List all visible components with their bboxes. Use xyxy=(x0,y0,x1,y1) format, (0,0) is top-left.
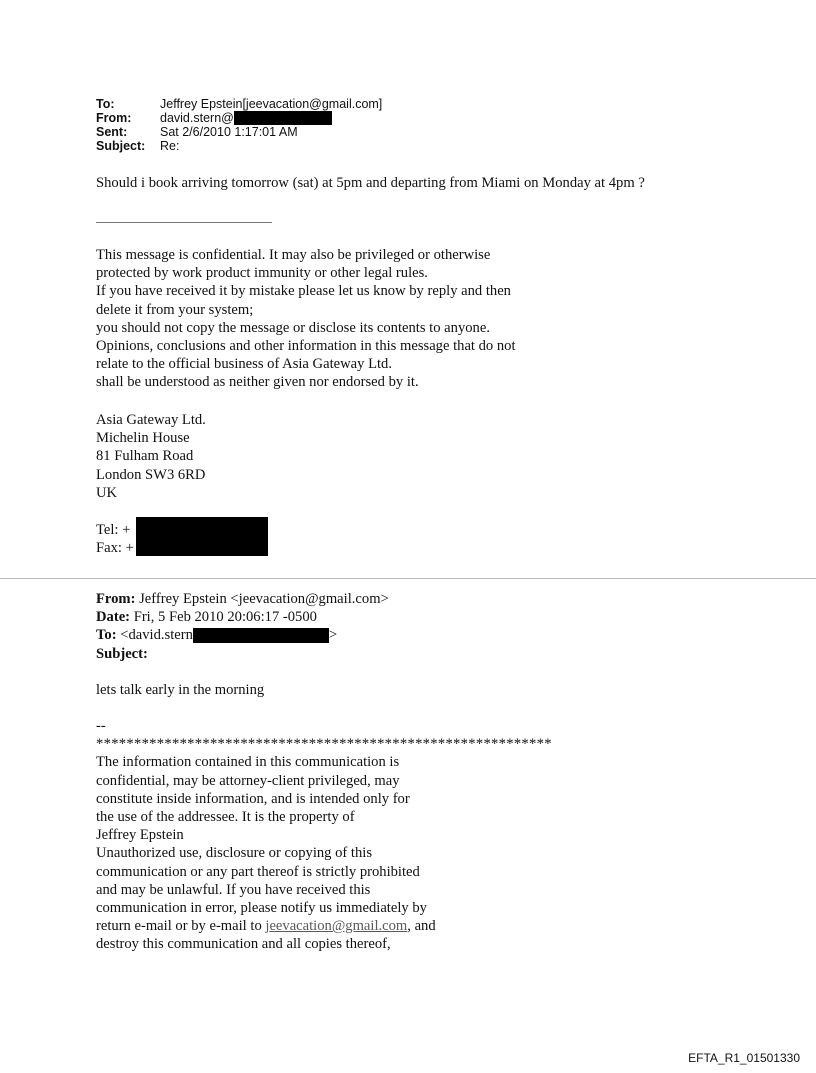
quoted-to-label: To: xyxy=(96,627,117,644)
notice-line: destroy this communication and all copies thereof, xyxy=(96,936,391,953)
notice-email-suffix: , and xyxy=(407,918,436,935)
subject-row xyxy=(96,139,382,153)
quoted-from-label: From: xyxy=(96,591,136,607)
message-divider xyxy=(0,578,816,579)
notice-line: the use of the addressee. It is the property of xyxy=(96,809,355,826)
quoted-date-value: Fri, 5 Feb 2010 20:06:17 -0500 xyxy=(133,609,317,626)
quoted-subject-label: Subject: xyxy=(96,645,148,662)
redaction-box xyxy=(234,111,332,125)
contact-numbers xyxy=(96,521,134,557)
sent-label: Sent: xyxy=(96,125,128,139)
disclaimer-line: delete it from your system; xyxy=(96,301,254,318)
fax-label: Fax: + xyxy=(96,540,134,557)
notice-line: communication or any part thereof is strictly prohibited xyxy=(96,863,420,880)
redaction-box xyxy=(136,517,268,556)
tel-line xyxy=(96,521,134,539)
signature-dash: -- xyxy=(96,718,106,734)
redaction-box xyxy=(193,628,329,643)
from-label: From: xyxy=(96,111,132,125)
disclaimer-line: If you have received it by mistake please let us know by reply and then xyxy=(96,283,511,300)
tel-label: Tel: + xyxy=(96,522,131,538)
notice-line: The information contained in this communication is xyxy=(96,754,400,771)
signature-stars: ************************************************************ xyxy=(96,736,552,753)
notice-line: confidential, may be attorney-client privileged, may xyxy=(96,772,400,789)
notice-line: Jeffrey Epstein xyxy=(96,827,184,844)
quoted-header xyxy=(96,590,389,663)
notice-line: Unauthorized use, disclosure or copying of this xyxy=(96,845,373,862)
disclaimer-line: shall be understood as neither given nor endorsed by it. xyxy=(96,374,419,391)
to-row xyxy=(96,97,382,111)
quoted-body xyxy=(96,681,264,699)
disclaimer-line: Opinions, conclusions and other information in this message that do not xyxy=(96,338,516,355)
disclaimer-line: you should not copy the message or disclose its contents to anyone. xyxy=(96,319,490,336)
quoted-date-label: Date: xyxy=(96,609,131,626)
quoted-signature xyxy=(96,717,552,954)
sent-row xyxy=(96,125,382,139)
notice-line: communication in error, please notify us immediately by xyxy=(96,900,427,917)
company-address xyxy=(96,411,206,502)
address-line: UK xyxy=(96,484,118,501)
confidentiality-disclaimer xyxy=(96,246,516,392)
address-line: Asia Gateway Ltd. xyxy=(96,412,206,428)
quoted-to-value: <david.stern xyxy=(120,627,193,644)
quoted-subject-row xyxy=(96,645,389,663)
quoted-date-row xyxy=(96,608,389,626)
notice-line: constitute inside information, and is intended only for xyxy=(96,790,410,807)
quoted-body-text: lets talk early in the morning xyxy=(96,682,265,698)
quoted-from-value: Jeffrey Epstein <jeevacation@gmail.com> xyxy=(139,591,389,607)
signature-separator xyxy=(96,222,272,223)
reply-text: Should i book arriving tomorrow (sat) at 5pm and departing from Miami on Monday at 4pm ? xyxy=(96,175,645,191)
subject-value: Re: xyxy=(160,139,180,153)
reply-body xyxy=(96,174,645,192)
subject-label: Subject: xyxy=(96,139,146,153)
quoted-from-row xyxy=(96,590,389,608)
notice-email-prefix: return e-mail or by e-mail to xyxy=(96,918,266,935)
to-value: Jeffrey Epstein[jeevacation@gmail.com] xyxy=(160,97,383,111)
address-line: London SW3 6RD xyxy=(96,466,206,483)
document-id: EFTA_R1_01501330 xyxy=(688,1051,800,1065)
email-header xyxy=(96,97,382,153)
email-link[interactable]: jeevacation@gmail.com xyxy=(265,918,408,935)
fax-line xyxy=(96,539,134,557)
quoted-to-suffix: > xyxy=(328,627,338,644)
to-label: To: xyxy=(96,97,115,111)
notice-email-line xyxy=(96,917,552,935)
sent-value: Sat 2/6/2010 1:17:01 AM xyxy=(160,125,298,139)
address-line: 81 Fulham Road xyxy=(96,448,194,465)
notice-line: and may be unlawful. If you have received this xyxy=(96,881,371,898)
address-line: Michelin House xyxy=(96,430,190,447)
quoted-to-row xyxy=(96,626,389,644)
from-row xyxy=(96,111,382,125)
disclaimer-line: relate to the official business of Asia Gateway Ltd. xyxy=(96,356,392,373)
disclaimer-line: protected by work product immunity or other legal rules. xyxy=(96,265,428,282)
disclaimer-line: This message is confidential. It may also be privileged or otherwise xyxy=(96,247,491,263)
from-value: david.stern@ xyxy=(160,111,234,125)
